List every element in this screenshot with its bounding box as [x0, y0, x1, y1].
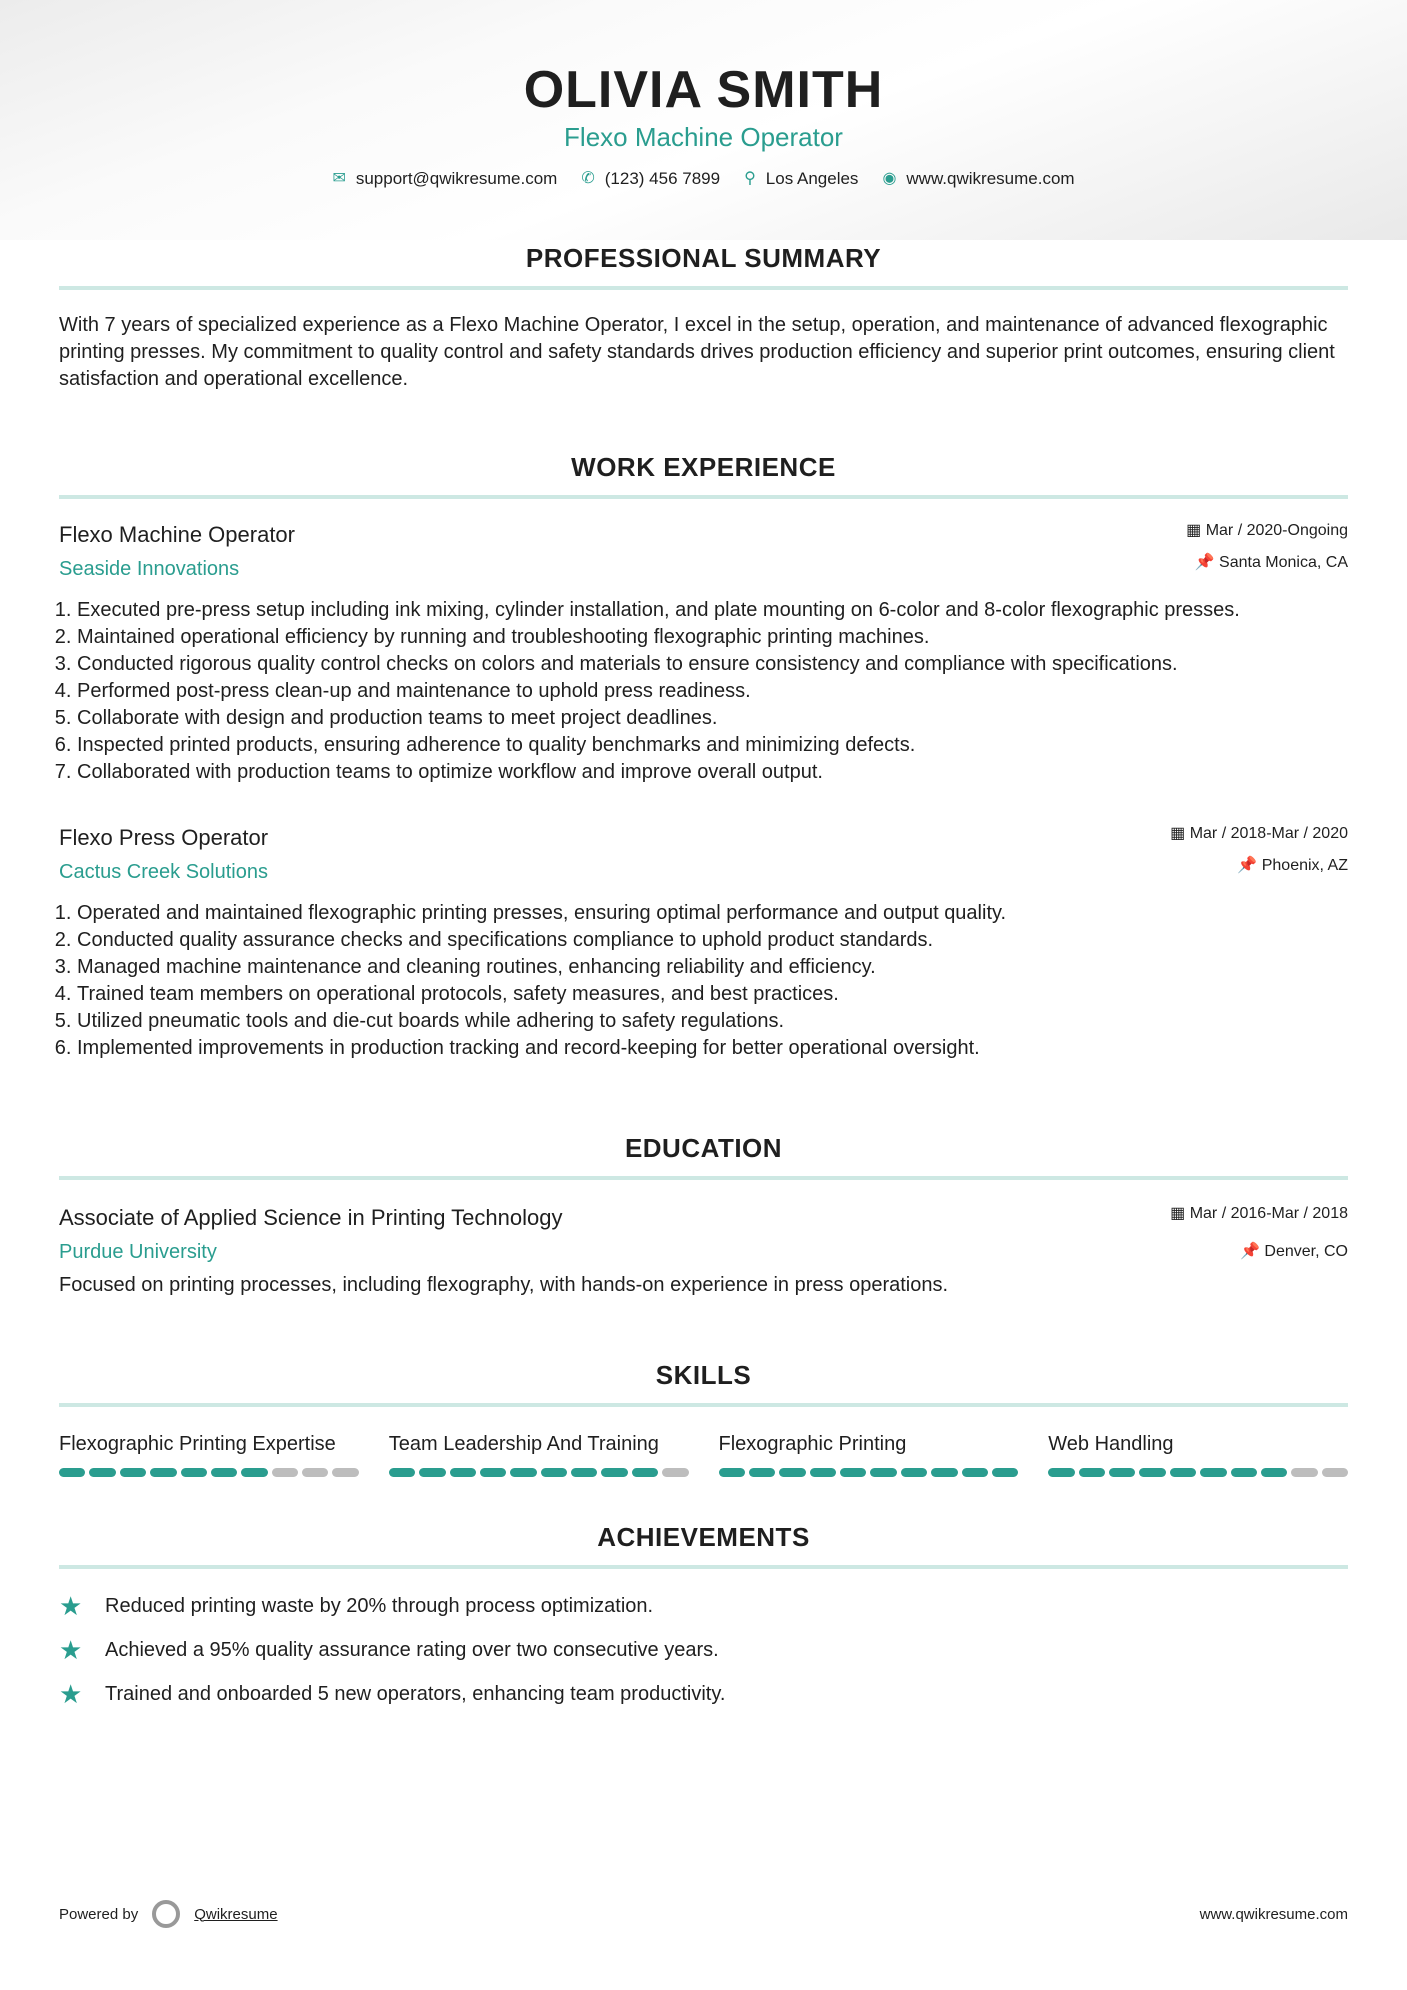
- job-entry: [59, 521, 1348, 786]
- summary-text: With 7 years of specialized experience as a Flexo Machine Operator, I excel in the setup, operation, and maintenance of advanced flexographic printing presses. My commitment to quality control and safety standards drives production efficiency and superior print outcomes, ensuring client satisfaction and operational excellence.: [59, 314, 1335, 390]
- skill-level-segment: [840, 1468, 866, 1477]
- skill: [1048, 1431, 1348, 1477]
- candidate-role: Flexo Machine Operator: [564, 122, 843, 152]
- email[interactable]: support@qwikresume.com: [355, 169, 558, 188]
- skill-name: Flexographic Printing: [718, 1433, 907, 1455]
- skill: [59, 1431, 359, 1477]
- skill-name: Web Handling: [1048, 1433, 1174, 1455]
- achievement-text: Reduced printing waste by 20% through process optimization.: [105, 1595, 654, 1617]
- qwikresume-logo-icon: [152, 1900, 180, 1928]
- company: Cactus Creek Solutions: [59, 861, 268, 883]
- skill: [719, 1431, 1019, 1477]
- footer: [59, 1900, 1348, 1928]
- skill-level-bar: [389, 1468, 689, 1477]
- degree: Associate of Applied Science in Printing Technology: [59, 1205, 563, 1230]
- phone: (123) 456 7899: [604, 169, 721, 188]
- powered-by-label: Powered by: [59, 1905, 139, 1923]
- skill-level-segment: [510, 1468, 536, 1477]
- skill-level-segment: [810, 1468, 836, 1477]
- contact-bar: [59, 168, 1348, 190]
- skill-level-segment: [211, 1468, 237, 1477]
- star-icon: ★: [59, 1635, 83, 1665]
- education-location: Denver, CO: [1264, 1243, 1348, 1260]
- email-icon: ✉: [332, 170, 346, 187]
- skill-level-segment: [719, 1468, 745, 1477]
- divider: [59, 1176, 1348, 1180]
- job-duties: [59, 900, 1348, 1062]
- divider: [59, 1565, 1348, 1569]
- skill-level-segment: [332, 1468, 358, 1477]
- list-item: 6. Implemented improvements in production tracking and record-keeping for better operational oversight.: [77, 1035, 1348, 1062]
- skill-level-segment: [870, 1468, 896, 1477]
- list-item: 3. Conducted rigorous quality control checks on colors and materials to ensure consistency and compliance with specifications.: [77, 651, 1348, 678]
- location-pin-icon: ⚲: [744, 170, 756, 187]
- school: Purdue University: [59, 1241, 217, 1263]
- skill: [389, 1431, 689, 1477]
- skill-level-segment: [1322, 1468, 1348, 1477]
- skill-level-segment: [89, 1468, 115, 1477]
- section-title-achievements: ACHIEVEMENTS: [597, 1522, 810, 1552]
- skill-level-segment: [962, 1468, 988, 1477]
- website[interactable]: www.qwikresume.com: [906, 169, 1075, 188]
- calendar-icon: ▦: [1186, 522, 1206, 539]
- skill-level-segment: [1079, 1468, 1105, 1477]
- section-title-skills: SKILLS: [655, 1360, 752, 1390]
- job-location: Phoenix, AZ: [1261, 857, 1348, 874]
- divider: [59, 1403, 1348, 1407]
- skill-level-segment: [1170, 1468, 1196, 1477]
- skill-level-segment: [1231, 1468, 1257, 1477]
- achievement-item: [59, 1681, 1348, 1708]
- pin-icon: 📌: [1240, 1243, 1265, 1260]
- skill-level-segment: [931, 1468, 957, 1477]
- job-location: Santa Monica, CA: [1219, 554, 1348, 571]
- section-title-experience: WORK EXPERIENCE: [571, 452, 836, 482]
- skill-level-segment: [901, 1468, 927, 1477]
- list-item: 5. Utilized pneumatic tools and die-cut boards while adhering to safety regulations.: [77, 1008, 1348, 1035]
- skill-level-segment: [1139, 1468, 1165, 1477]
- skill-level-segment: [1109, 1468, 1135, 1477]
- skill-level-segment: [241, 1468, 267, 1477]
- skill-level-segment: [992, 1468, 1018, 1477]
- section-title-education: EDUCATION: [624, 1133, 783, 1163]
- job-date: Mar / 2020-Ongoing: [1205, 522, 1348, 539]
- achievement-item: [59, 1637, 1348, 1664]
- location: Los Angeles: [765, 169, 859, 188]
- achievement-text: Trained and onboarded 5 new operators, enhancing team productivity.: [105, 1683, 726, 1705]
- skill-level-segment: [150, 1468, 176, 1477]
- skill-level-segment: [302, 1468, 328, 1477]
- skill-level-segment: [749, 1468, 775, 1477]
- achievement-text: Achieved a 95% quality assurance rating over two consecutive years.: [105, 1639, 719, 1661]
- calendar-icon: ▦: [1170, 1205, 1190, 1222]
- calendar-icon: ▦: [1170, 825, 1190, 842]
- job-title: Flexo Press Operator: [59, 825, 269, 850]
- skill-level-segment: [389, 1468, 415, 1477]
- list-item: 2. Conducted quality assurance checks and specifications compliance to uphold product standards.: [77, 927, 1348, 954]
- skill-level-segment: [1291, 1468, 1317, 1477]
- list-item: 4. Trained team members on operational protocols, safety measures, and best practices.: [77, 981, 1348, 1008]
- phone-icon: ✆: [581, 170, 595, 187]
- skill-level-segment: [571, 1468, 597, 1477]
- skill-level-segment: [779, 1468, 805, 1477]
- list-item: 5. Collaborate with design and production teams to meet project deadlines.: [77, 705, 1348, 732]
- skill-level-segment: [601, 1468, 627, 1477]
- list-item: 2. Maintained operational efficiency by running and troubleshooting flexographic printing machines.: [77, 624, 1348, 651]
- job-duties: [59, 597, 1348, 786]
- divider: [59, 286, 1348, 290]
- skill-level-bar: [1048, 1468, 1348, 1477]
- achievement-item: [59, 1593, 1348, 1620]
- education-entry: [59, 1204, 1348, 1266]
- list-item: 1. Operated and maintained flexographic printing presses, ensuring optimal performance and output quality.: [77, 900, 1348, 927]
- list-item: 1. Executed pre-press setup including ink mixing, cylinder installation, and plate mounting on 6-color and 8-color flexographic presses.: [77, 597, 1348, 624]
- candidate-name: OLIVIA SMITH: [523, 61, 884, 119]
- skill-level-segment: [1261, 1468, 1287, 1477]
- skill-level-segment: [662, 1468, 688, 1477]
- list-item: 3. Managed machine maintenance and cleaning routines, enhancing reliability and efficiency.: [77, 954, 1348, 981]
- skill-level-segment: [1048, 1468, 1074, 1477]
- skill-level-segment: [120, 1468, 146, 1477]
- skill-level-segment: [632, 1468, 658, 1477]
- section-title-summary: PROFESSIONAL SUMMARY: [525, 243, 882, 273]
- skill-level-segment: [1200, 1468, 1226, 1477]
- skill-level-bar: [719, 1468, 1019, 1477]
- job-entry: [59, 824, 1348, 1062]
- globe-icon: ◉: [882, 170, 897, 187]
- skill-level-segment: [480, 1468, 506, 1477]
- divider: [59, 495, 1348, 499]
- job-date: Mar / 2018-Mar / 2020: [1189, 825, 1348, 842]
- skill-name: Team Leadership And Training: [388, 1433, 659, 1455]
- list-item: 7. Collaborated with production teams to optimize workflow and improve overall output.: [77, 759, 1348, 786]
- footer-site[interactable]: www.qwikresume.com: [1199, 1905, 1348, 1923]
- brand-link[interactable]: Qwikresume: [194, 1905, 278, 1923]
- job-title: Flexo Machine Operator: [59, 522, 295, 547]
- pin-icon: 📌: [1194, 554, 1220, 571]
- list-item: 4. Performed post-press clean-up and maintenance to uphold press readiness.: [77, 678, 1348, 705]
- list-item: 6. Inspected printed products, ensuring adherence to quality benchmarks and minimizing defects.: [77, 732, 1348, 759]
- skill-level-segment: [181, 1468, 207, 1477]
- skill-level-segment: [419, 1468, 445, 1477]
- skill-name: Flexographic Printing Expertise: [59, 1433, 336, 1455]
- skill-level-segment: [272, 1468, 298, 1477]
- skill-level-segment: [541, 1468, 567, 1477]
- education-date: Mar / 2016-Mar / 2018: [1189, 1205, 1348, 1222]
- star-icon: ★: [59, 1679, 83, 1709]
- skill-level-bar: [59, 1468, 359, 1477]
- skill-level-segment: [59, 1468, 85, 1477]
- company: Seaside Innovations: [59, 558, 240, 580]
- pin-icon: 📌: [1237, 857, 1262, 874]
- star-icon: ★: [59, 1591, 83, 1621]
- education-description: Focused on printing processes, including flexography, with hands-on experience in press operations.: [59, 1274, 949, 1296]
- skill-level-segment: [450, 1468, 476, 1477]
